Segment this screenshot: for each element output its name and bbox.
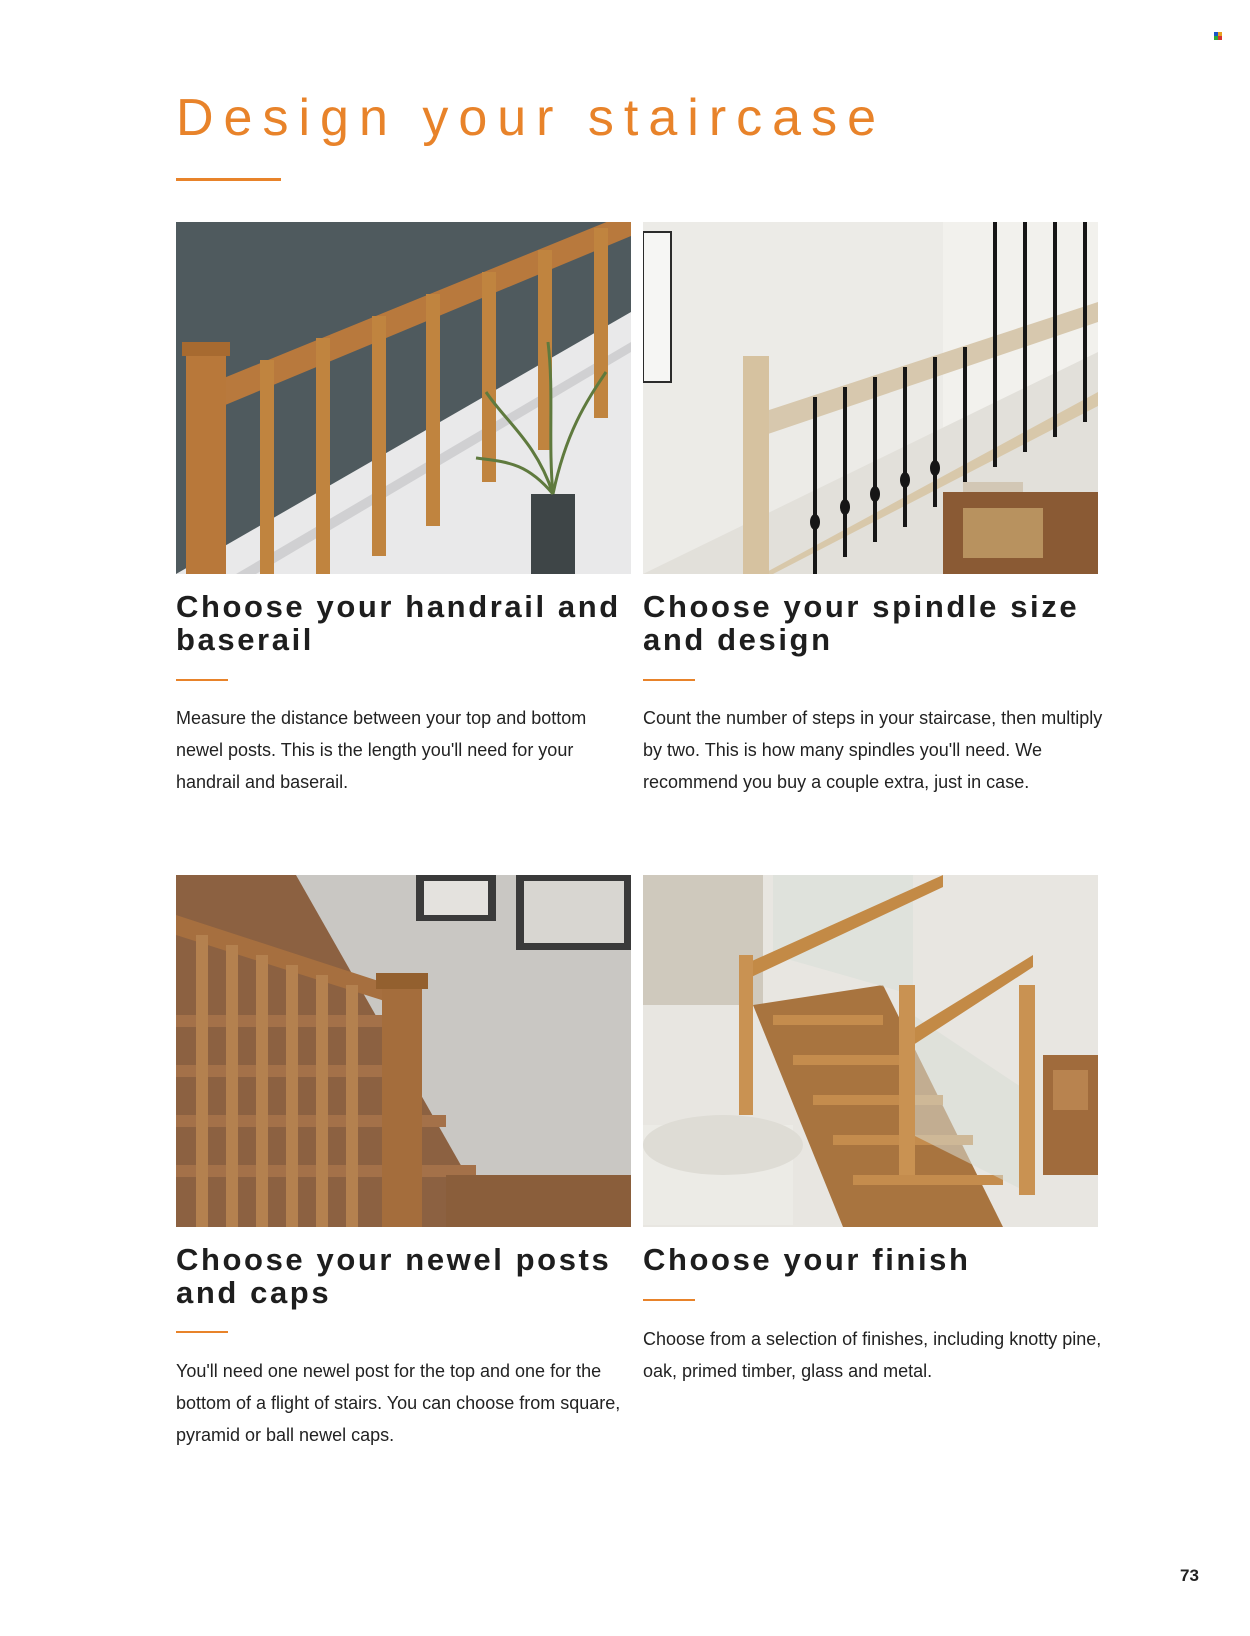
card-heading: Choose your finish (643, 1242, 971, 1277)
card-divider (176, 1331, 228, 1333)
color-mark-icon (1214, 32, 1222, 40)
title-divider (176, 178, 281, 181)
card-heading: Choose your spindle size and design (643, 589, 1080, 657)
card-heading: Choose your newel posts and caps (176, 1242, 612, 1310)
card-divider (643, 679, 695, 681)
newel-post-photo (176, 875, 631, 1227)
card-body: Choose from a selection of finishes, including knotty pine, oak, primed timber, glass and metal. (643, 1329, 1102, 1381)
card-heading: Choose your handrail and baserail (176, 589, 621, 657)
card-body: You'll need one newel post for the top and one for the bottom of a flight of stairs. You can choose from square, pyramid or ball newel caps. (176, 1361, 621, 1445)
card-body: Measure the distance between your top and bottom newel posts. This is the length you'll need for your handrail and baserail. (176, 708, 587, 792)
glass-staircase-photo (643, 875, 1098, 1227)
card-divider (643, 1299, 695, 1301)
metal-spindles-photo (643, 222, 1098, 574)
page-number: 73 (1180, 1566, 1199, 1585)
card-divider (176, 679, 228, 681)
oak-handrail-photo (176, 222, 631, 574)
card-body: Count the number of steps in your staircase, then multiply by two. This is how many spindles you'll need. We recommend you buy a couple extra, just in case. (643, 708, 1103, 792)
page-title: Design your staircase (176, 89, 886, 147)
